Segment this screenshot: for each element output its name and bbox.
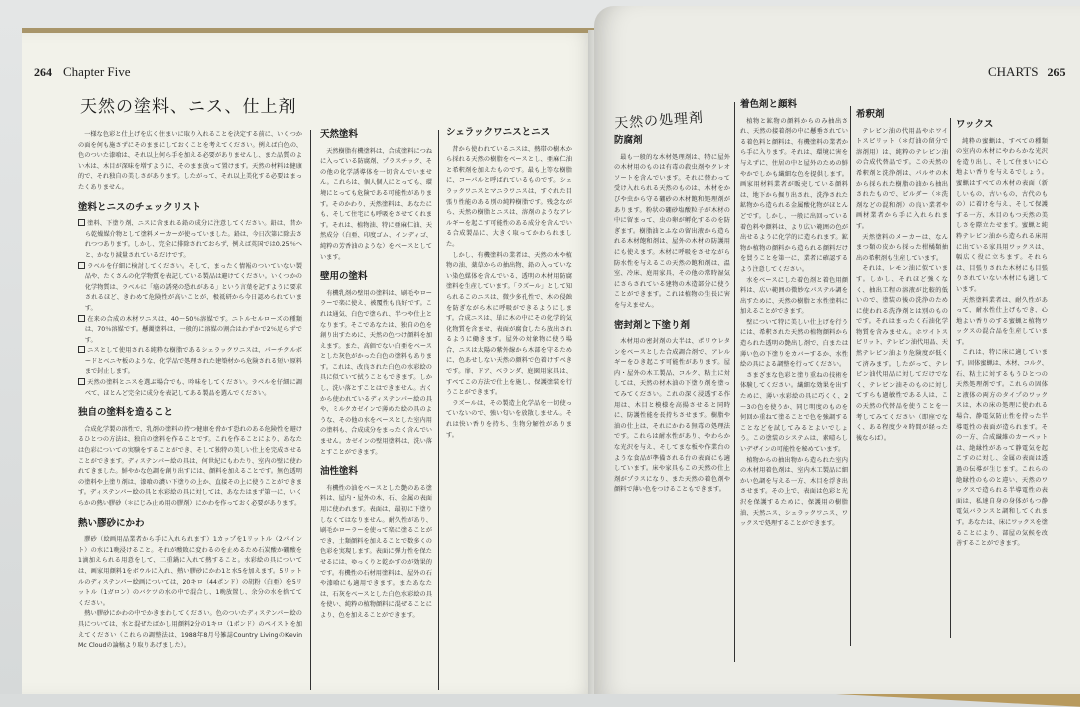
column-divider (850, 106, 851, 646)
stains-body: 植物と鉱物の顔料からのみ抽出され、天然の接着剤の中に懸垂されている着色料と顔料は、有機塗料の業者から手に入ります。それは、環境に害を与えずに、住居の中と屋外のための鮮やかでしかも繊細な色を提供します。画家用材料業者が販売している顔料は、地下から掘り出され、洗浄された鉱物から造られる金属酸化物がほとんどです。しかし、一般に出回っている着色料や顔料は、より広い範囲の色が出せるように化学的に造られます。鉱物か植物の顔料から造られる顔料だけを買うことを第一に、業者に確認するよう注意してください。 (740, 117, 848, 273)
stains-heading: 着色剤と顔料 (740, 99, 798, 110)
left-column-2 (320, 130, 432, 622)
page-edge (22, 28, 598, 33)
checkbox-icon (78, 219, 85, 226)
left-page (22, 32, 598, 694)
intro-paragraph: 一様な色彩と仕上げを広く住まいに取り入れることを決定する前に、いくつかの面を何も施さずにそのままにしておくことを考えてください。例えば白色の、色のついた漆喰は、それ以上何ら手を加える必要がありませんし、また品質のよい木は、木目が深味を増すように、そのまま放って置けます。天然の材料は健康的で、それ独自の美しさがあります。したがって、それ以上美化する必要はまったくありません。 (78, 131, 302, 191)
own-paint-body: 合成化学製の溶性で、乳剤の塗料の持つ健康を脅かす恐れのある危険性を避けるひとつの方法は、独自の塗料を作ることです。これを作ることにより、あなたは色彩についての実験をすることができ、そして独特の美しい仕上を完成させることができます。ディステンパー絵の具は、何世紀にもわたり、室内の壁に使われてきました。鮮やかな色調を創り出すには、顔料を加えることです。無色透明の塗料や上塗り剤は、漆喰の濃い下塗りの上か、直接その上に使うことができます。ディステンパー絵の具と水彩絵の具に対しては、あなたはまず第一に、いくらかの熱い膠砂（＊にじみ止め用の膠剤）にかわを作っておく必要があります。 (78, 425, 302, 507)
preservative-body: 最も一般的な木材処理剤は、特に屋外の木材用のものは有毒の殺虫剤やクレオソートを含んでいます。それに替わって受け入れられる天然のものは、木材をかびや虫から守る硼砂の木材飽和処理剤があります。粉状の硼砂塩酸粒子が木材の中に留まって、虫の卵が孵化するのを防ぎます。樹脂油とふなの留出液から造られる木材飽和剤は、屋外の木材の防護用にも使えます。木材に呼吸をさせながら防水性を与えるこの天然の飽和剤は、温室、冷床、庭用家具、その他の常時湿気にさらされている建物の木造部分に使うことができます。これは植物の生長に害を与えません。 (614, 153, 730, 309)
checkbox-icon (78, 315, 85, 322)
checkbox-icon (78, 262, 85, 269)
page-title: 天然の塗料、ニス、仕上剤 (80, 97, 297, 117)
right-running-head (988, 64, 1074, 80)
stains-body: さまざまな色彩と塗り重ねの技術を体験してください。繊細な効果を出すために、薄い水彩絵の具に巧くく、2～3の色を使うか、同じ明度のものを何回か重ねて塗ることで色を強調することなどを試してみるとよいでしょう。この塗装のシステムは、素晴らしいデザインの可能性を秘めています。 (740, 371, 848, 453)
hot-glue-body: 膠砂（絵画用品業者から手に入れられます）1カップを1リットル（2パイント）の水に1晩浸けること。それが酸敗に変わるのを止めるため石炭酸か硼酸を1滴加えられる用意をして、二重鍋に入れて熱すること。水彩絵の具については、画家用顔料1をボウルに入れ、熱い膠砂にかわ1と水5を加えます。5リットルのディステンパー絵画については、20キロ（44ポンド）の胡粉（白亜）を5リットル（1ガロン）のバケツの水の中で混合し、1晩放置し、余分の水を捨ててください。 (78, 536, 302, 607)
checkbox-icon (78, 378, 85, 385)
chapter-label: Chapter Five (63, 64, 131, 79)
column-divider (950, 118, 951, 638)
page-number: 265 (1047, 65, 1066, 79)
wax-body: 純粋の蜜蝋は、すべての種類の室内の木材にやわらかな光沢を造り出し、そして住まいに心地よい香りを与えるでしょう。蜜蝋はすべての木材の表面（新しいもの、古いもの、古代のもの）に着けを与え、そして保護する一方、木目のもつ天然の美しさを際立たせます。蜜蝋と純粋テレピン油から造られる床用に出ている家具用ワックスは、幅広く役に立ちます。それらは、目張りされた木材にも目張りされていない木材にも適しています。 (956, 137, 1048, 293)
left-running-head (34, 64, 131, 80)
thinner-body: テレピン油の代用品やホワイトスピリット（＊灯油の留分で溶剤用）は、純粋のテレピン油の合成代替品です。この天然の希釈剤と洗浄剤は、パルサの木から採られた樹脂の油から抽出されたもので、ピルダー（＊洗剤などの混和剤）の良い業者や画材業者から手に入れられます。 (856, 127, 948, 230)
oil-paint-body: 有機性の油をベースとした艶のある塗料は、屋内・屋外の木、石、金属の表面用に使われます。表面は、最初に下塗りしなくてはなりません。耐久性があり、刷毛かローラーを使って楽に塗ることができ、土類顔料を加えることで数多くの色彩を実現します。表面に弾力性を保たせるには、ゆっくりと乾かすのが効果的です。有機性の石材用塗料は、屋外の石や漆喰にも適用できます。またあなたは、石灰をベースとした白色水彩絵の具を使い、純粋の植物顔料に混ぜることにより、色を加えることができます。 (320, 484, 432, 619)
natural-paint-heading: 天然塗料 (320, 129, 359, 140)
oil-paint-heading: 油性塗料 (320, 466, 359, 478)
wall-paint-heading: 壁用の塗料 (320, 271, 368, 283)
left-column-3 (446, 128, 572, 441)
natural-paint-body: 天然樹脂有機塗料は、合成塗料につねに入っている防腐剤、プラスチック、その他の化学誘導体を一切含んでいません。これらは、個人個人にとっても、環境にとっても危険である可能性があります。そのかわり、天然塗料は、あなたにも、そして住宅にも呼吸をさせてくれます。それは、植物油、特に亜麻仁油、天然成分（白亜、印度ゴム、インディゴ、純粋の芳香油のような）をベースとしています。 (320, 147, 432, 261)
hot-glue-heading: 熱い膠砂にかわ (78, 517, 145, 529)
checklist (78, 219, 302, 399)
checklist-item: 天然の塗料とニスを選ぶ場合でも、吟味をしてください。ラベルを仔細に調べて、ほとんど完全に成分を表記してある製品を選んでください。 (78, 378, 302, 399)
stains-body: 壁について特に美しい仕上げを行うには、希釈された天然の植物顔料から造られた透明の艶出し剤で、白または薄い色の下塗りをカバーするか、水性絵の具による調整を行ってください。 (740, 318, 848, 369)
wax-body: 天然塗料業者は、耐久性があって、耐水性仕上げもでき、心地よい香りのする蜜蝋と植物ワックスの混合品を生産しています。 (956, 296, 1048, 346)
wax-body: これは、特に床に適しています。固体蜜蝋は、木材、コルク、石、粘土に対するもうひとつの天然処理剤です。これらの固体と液体の両方のタイプのワックスは、木の床の処理に使われる場合、静電気防止性を持った半導電性の表面が造られます。その一方、合成繊維のカーペットは、絶縁性があって静電気を起こすのに対し、金属の表面は透過の伝導が生じます。これらの絶縁性のものと違い、天然のワックスで造られる半導電性の表面は、私達自身の身体がもつ静電気バランスと調和してくれます。あなたは、床にワックスを塗ることにより、部屋の気候を改善することができます。 (956, 349, 1048, 548)
checklist-item: ニスとして使用される純粋な樹脂であるシェラックワニスは、パーチクルボードとベニヤ板のような、化学品で処理された建築材から危険される短い原料まで封止します。 (78, 346, 302, 378)
thinner-body: 天然塗料のメーカーは、なんまつ類の皮から採った柑橘類抽出の希釈剤も生産しています。 (856, 233, 948, 262)
page-title: 天然の処理剤 (613, 109, 705, 133)
checklist-heading: 塗料とニスのチェックリスト (78, 201, 202, 213)
sealant-heading: 密封剤と下塗り剤 (614, 319, 691, 331)
thinner-heading: 希釈剤 (856, 109, 885, 120)
thinner-body: それは、レモン油に似ています。しかし、それほど強くなく、抽出工程の溶液が比較的低いので、塗装の後の洗浄のために使われる洗浄剤とは別のものです。それはまったく石油化学物質を含みません。ホワイトスピリット、テレピン油代用品、天然テレピン油より危険度が低くて済みます。したがって、テレピン油代用品に対してだけでなく、テレピン油そのものに対してすらも過敏性である人は、この天然の代替品を使うことを一考してみてください（即座でなく、ある程度少々時間が経った後ならば）。 (856, 265, 948, 442)
wax-heading: ワックス (956, 119, 994, 130)
column-divider (734, 102, 735, 662)
stains-body: 水をベースにした着色剤と着色用顔料は、広い範囲の微妙なパステル調を出すために、天然の樹脂と水性塗料に加えることができます。 (740, 276, 848, 316)
right-page (594, 6, 1080, 694)
column-divider (310, 130, 311, 690)
own-paint-heading: 独自の塗料を造ること (78, 407, 174, 419)
right-column-4 (956, 120, 1048, 550)
column-divider (438, 130, 439, 690)
shellac-body: しかし、有機塗料の業者は、天然の木や植物の油、薬草からの抽出物、鉛の入っていない染色媒体を含んでいる、透明の木材用防腐塗料を生産しています。「ラズール」として知られるこのニスは、微少多孔性で、木の侵蝕を防ぎながら木に呼吸ができるようにします。合成ニスは、単に木の中にその化学的気化物質を含ませ、表面が腐食したら放出されるように働きます。屋外の対象物に使う場合、ニスは太陽の紫外線から木部を守るために、色あせしない天然の顔料で色着けすべきです。扉、ドア、ベランダ、庭園用家具は、すべてこの方法で仕上を施し、保護塗装を行うことができます。 (446, 251, 572, 397)
left-column-1 (78, 130, 302, 652)
section-label: CHARTS (988, 64, 1039, 79)
right-column-1 (614, 136, 730, 496)
checklist-item: 塗料、下塗り剤、ニスに含まれる鉛の成分に注意してください。鉛は、昔から乾燥媒介物として塗料メーカーが使っていました。鉛は、今日次第に除去されつつあります。しかし、完全に排除されておらず、例えば英国では0.25％へと、かなり減量されているだけです。 (78, 219, 302, 261)
sealant-body: 木材用の密封剤の大半は、ポリウレタンをベースとした合成調合剤で、アレルギーをひき起こす可能性があります。屋内・屋外の木工製品、コルク、粘土に対しては、天然の材木油の下塗り剤を塗ってみてください。これの深く浸透する作用は、木目と模様を高揚させると同時に、防護性能を長持ちさせます。樹脂や油の仕上は、それにかわる無毒の処理法です。これらは耐水性があり、やわらかな光沢を与え、そしてまな板や作業台のような食品が準備される台の表面にも適しています。床や家具もこの天然の仕上剤がプラスになり、また天然の着色剤や顔料で薄い色をつけることもできます。 (614, 338, 730, 494)
stains-body: 植物からの抽出物から造られた室内の木材用着色剤は、室内木工製品に細かい色調を与える一方、木目を浮き出させます。その上で、表面は色彩と光沢を保護するために、保護用の樹脂油、天然ニス、シェラックワニス、ワックスで処理することができます。 (740, 456, 848, 528)
shellac-body: 昔から使われているニスは、熱帯の樹木から採れる天然の樹脂をベースとし、亜麻仁油と希釈剤を加えたものです。最も上等な樹脂に、コーパルと呼ばれているものです。シェラックワニスとマニラワニスは、すぐれた目張り性能のある別の純粋樹脂です。残念ながら、天然の樹脂とニスは、溶剤のようなアレルギーを起こす可能性のある成分を含んでいる合成製品に、大きく取ってかわられました。 (446, 145, 572, 248)
hot-glue-body: 熱い膠砂にかわの中でかきまわしてください。色のついたディステンパー絵の具については、水と混ぜたばかし用顔料2分の1キロ（1ポンド）のペイストを加えてください（これらの調整法は、1988年8月号雑誌Country LivingのKevin Mc Cloudの論稿より取りあげました）。 (78, 610, 302, 650)
checkbox-icon (78, 346, 85, 353)
wall-paint-body: 有機乳剤の壁用の塗料は、刷毛やローラーで楽に使え、被覆性も良好です。これは通気、白色で塗られ、半つや仕上となります。そこであなたは、独自の色を創り出すために、天然の色つけ顔料を加えます。また、高価でない白亜をベースとした灰色がかった白色の塗料もあります。これは、改良された白色の水彩絵の具に似ていて拭うこともできます。しかし、洗い落とすことはできません。古くから使われているディステンパー絵の具や、ミルクカゼインで薄めた絵の具のような、その他の水をベースとした室内用の塗料も、合成成分をまったく含んでいません。カゼインの壁用塗料は、洗い落とすことができます。 (320, 289, 432, 456)
shellac-heading: シェラックワニスとニス (446, 127, 551, 138)
right-column-3 (856, 110, 948, 444)
checklist-item: ラベルを仔細に検討してください。そして、まったく情報のついていない製品や、たくさんの化学物質を表記している製品は避けてください。いくつかの化学物質は、ラベルに「癌の誘発の恐れがある」という言葉を記すように要求されるほど、きわめて危険性が高いことが、极祗研から今日認められています。 (78, 262, 302, 315)
preservative-heading: 防腐剤 (614, 135, 643, 146)
shellac-body: ラズールは、その製造上化学品を一切使っていないので、強い匂いを放散しません。それは快い香りを持ち、生物分解性があります。 (446, 399, 572, 439)
checklist-item: 在来の合成の木材ワニスは、40～50％溶媒です。ニトルセルローズの種類は、70％溶媒です。懸濁塗料は、一般的に溶媒の割合はわずかで2％足らずです。 (78, 315, 302, 347)
page-number: 264 (34, 65, 52, 79)
right-column-2 (740, 100, 848, 530)
